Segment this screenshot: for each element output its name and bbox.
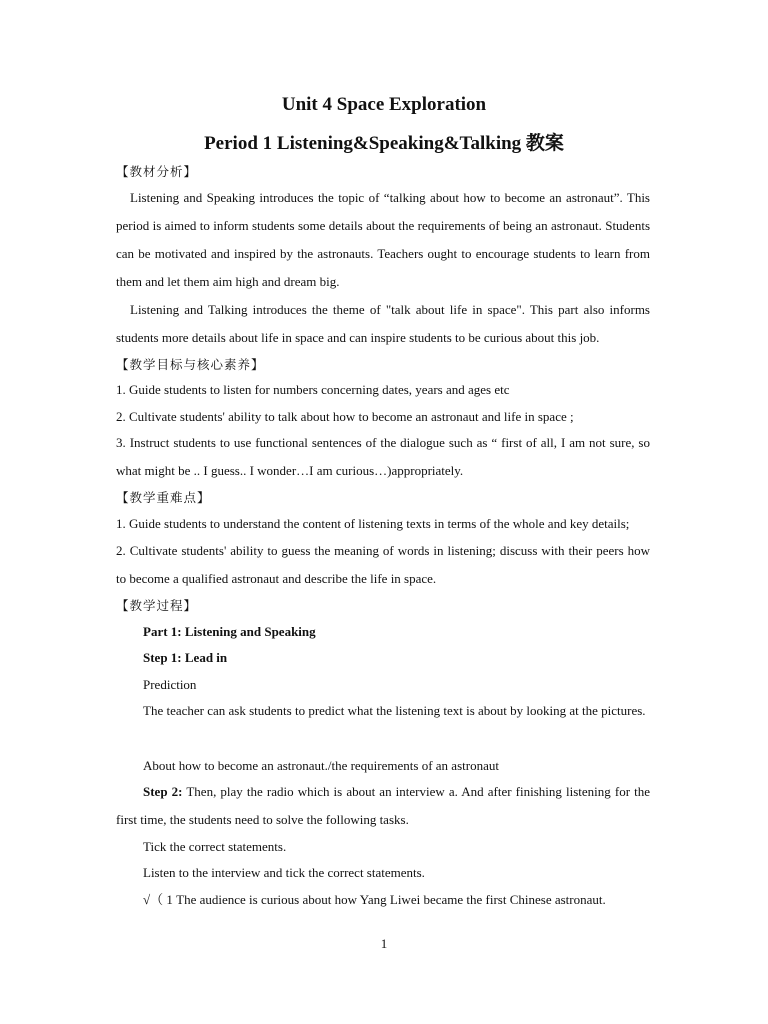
step-2-label: Step 2:	[143, 784, 183, 799]
process-step-2	[116, 778, 650, 834]
analysis-paragraph-1: Listening and Speaking introduces the topic of “talking about how to become an astronaut”. This period is aimed to inform students some details about the requirements of being an astronaut. Students can be motivated and inspired by the astronauts. Teachers ought to encourage students to learn from them and let them aim high and dream big.	[116, 190, 650, 289]
process-prediction: Prediction	[143, 677, 197, 692]
analysis-paragraph-2: Listening and Talking introduces the theme of "talk about life in space". This part also informs students more details about life in space and can inspire students to be curious about this job.	[116, 302, 650, 345]
document-subtitle: Period 1 Listening&Speaking&Talking 教案	[204, 133, 564, 154]
process-step-1: Step 1: Lead in	[143, 650, 228, 665]
process-listen-instruction: Listen to the interview and tick the correct statements.	[143, 865, 425, 880]
statement-1: √（ 1 The audience is curious about how Yang Liwei became the first Chinese astronaut.	[143, 892, 606, 907]
section-heading-process: 【教学过程】	[116, 599, 198, 613]
document-title: Unit 4 Space Exploration	[281, 94, 487, 115]
section-heading-objectives: 【教学目标与核心素养】	[116, 358, 265, 372]
section-heading-key-points: 【教学重难点】	[116, 491, 211, 505]
page-number: 1	[380, 936, 388, 951]
step-2-text: Then, play the radio which is about an interview a. And after finishing listening for the first time, the students need to solve the following tasks.	[116, 784, 651, 827]
key-point-item-2: 2. Cultivate students' ability to guess the meaning of words in listening; discuss with their peers how to become a qualified astronaut and describe the life in space.	[116, 543, 650, 586]
objective-item-1: 1. Guide students to listen for numbers concerning dates, years and ages etc	[116, 382, 510, 397]
objective-item-3: 3. Instruct students to use functional sentences of the dialogue such as “ first of all, I am not sure, so what might be .. I guess.. I wonder…I am curious…)appropriately.	[116, 435, 650, 478]
process-answer: About how to become an astronaut./the requirements of an astronaut	[143, 758, 499, 773]
process-predict-text: The teacher can ask students to predict what the listening text is about by looking at the pictures.	[143, 703, 646, 718]
key-point-item-1: 1. Guide students to understand the content of listening texts in terms of the whole and key details;	[116, 516, 630, 531]
section-heading-analysis: 【教材分析】	[116, 165, 198, 179]
objective-item-2: 2. Cultivate students' ability to talk about how to become an astronaut and life in space ;	[116, 409, 574, 424]
process-part-1: Part 1: Listening and Speaking	[143, 624, 316, 639]
process-tick-instruction: Tick the correct statements.	[143, 839, 287, 854]
